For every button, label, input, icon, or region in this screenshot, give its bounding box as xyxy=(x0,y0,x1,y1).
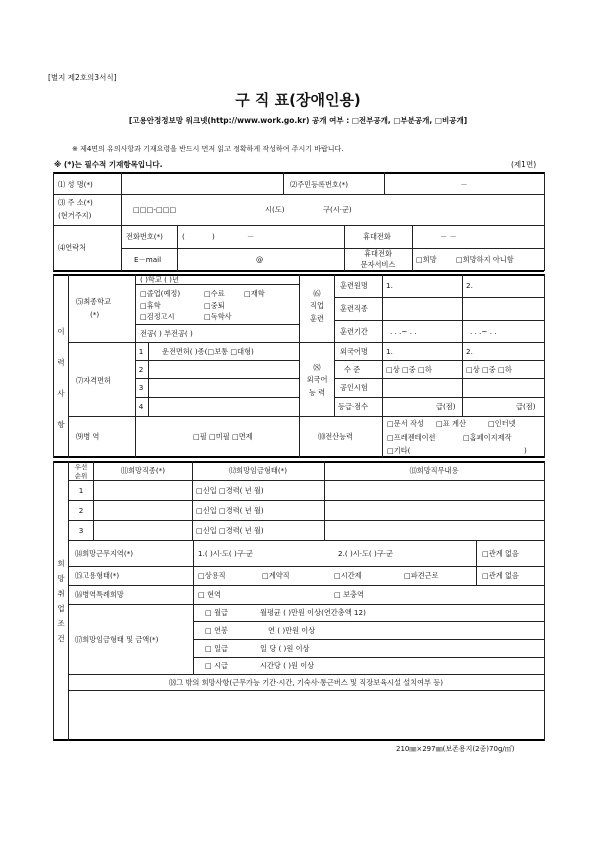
rank-3: 3 xyxy=(78,526,84,535)
wage-type-annual[interactable]: □ 연봉 xyxy=(205,626,228,635)
sms-no-checkbox[interactable]: □희망하지 아니함 xyxy=(456,255,514,264)
wage-desc-hourly[interactable]: 시간당 ( )원 이상 xyxy=(260,661,315,670)
rrn-field[interactable]: － xyxy=(460,180,468,189)
region-2-field[interactable]: 2.( )시·도( )구·군 xyxy=(338,549,393,558)
wage-label: ⒄희망임금형태 및 금액(*) xyxy=(75,635,159,644)
email-label: E－mail xyxy=(134,255,162,264)
emp-opt-contract[interactable]: □계약직 xyxy=(262,571,290,580)
other-wishes-label: ⒅그 밖의 희망사항(근무가능 기간·시간, 기숙사·통근버스 및 직장보육시설 설치여부 등) xyxy=(169,678,443,687)
emp-opt-dispatch[interactable]: □파견근로 xyxy=(404,571,439,580)
other-wishes-field[interactable] xyxy=(69,691,544,739)
wage-desc-annual[interactable]: 연 ( )만원 이상 xyxy=(268,626,316,635)
computer-opt-sheet[interactable]: □표 계산 xyxy=(436,419,466,428)
contact-label: ⑷연락처 xyxy=(58,243,87,252)
wage-desc-daily[interactable]: 일 당 ( )원 이상 xyxy=(260,644,310,653)
emp-opt-parttime[interactable]: □시간제 xyxy=(334,571,362,580)
school-opt-ged[interactable]: □검정고시 xyxy=(140,312,175,321)
school-name-field[interactable]: ( )학교 ( )년 xyxy=(140,275,179,284)
training-period-label: 훈련기간 xyxy=(340,327,368,336)
lang-level-label: 수 준 xyxy=(344,365,361,374)
lang-name-1[interactable]: 1. xyxy=(386,347,393,356)
address-label: ⑶ 주 소(*) xyxy=(58,198,93,207)
history-label-text: 이 력 사 항 xyxy=(57,327,65,429)
lang-label: 외국어 xyxy=(306,375,328,384)
wage-type-monthly[interactable]: □ 월급 xyxy=(205,608,228,617)
name-label: ⑴ 성 명(*) xyxy=(58,180,93,189)
veteran-label: ⒃병역특례희망 xyxy=(75,590,124,599)
required-note: ※ (*)는 필수적 기재항목입니다. xyxy=(54,160,163,169)
computer-opt-doc[interactable]: □문서 작성 xyxy=(387,419,424,428)
email-field[interactable]: @ xyxy=(256,255,264,264)
region-no-matter-checkbox[interactable]: □관계 없음 xyxy=(482,549,519,558)
major-field[interactable]: 전공( ) 부전공( ) xyxy=(140,329,193,338)
employ-header: ⑿희망임금형태(*) xyxy=(228,466,288,475)
sido-label: 시(도) xyxy=(265,205,285,214)
computer-opt-presentation[interactable]: □프레젠테이션 xyxy=(387,433,436,442)
hope-label-text: 희 망 취 업 조 건 xyxy=(57,559,65,643)
license-row-2: 2 xyxy=(138,365,144,374)
form-number: [별지 제2호의3서식] xyxy=(48,73,117,82)
address-sub-label: (현거주지) xyxy=(58,211,92,220)
computer-opt-internet[interactable]: □인터넷 xyxy=(488,419,516,428)
job-type-header: ⑾희망직종(*) xyxy=(120,466,166,475)
sms-label-2: 문자서비스 xyxy=(360,260,396,269)
rrn-label: ⑵주민등록번호(*) xyxy=(290,180,349,189)
rank-label: 우선 xyxy=(74,463,88,471)
rank-2: 2 xyxy=(78,506,84,515)
training-name-label: 훈련원명 xyxy=(340,281,368,290)
wage-type-daily[interactable]: □ 일급 xyxy=(205,644,228,653)
computer-opt-other-close: ) xyxy=(524,446,527,455)
history-label xyxy=(56,316,66,440)
paper-spec: 210㎜×297㎜(보존용지(2종)70g/㎡) xyxy=(396,745,515,753)
sms-label: 휴대전화 xyxy=(364,249,392,258)
veteran-opt-reserve[interactable]: □ 보충역 xyxy=(334,590,364,599)
mobile-field[interactable]: － － xyxy=(440,232,457,241)
lang-level-1[interactable]: □상 □중 □하 xyxy=(386,365,432,374)
license-label: ⑺자격면허 xyxy=(76,376,111,385)
school-opt-graduated[interactable]: □졸업(예정) xyxy=(140,289,181,298)
emp-opt-regular[interactable]: □상용직 xyxy=(198,571,226,580)
training-name-2[interactable]: 2. xyxy=(466,281,473,290)
school-opt-completed[interactable]: □수료 xyxy=(204,289,225,298)
wage-desc-monthly[interactable]: 월평균 ( )만원 이상(연간총액 12) xyxy=(260,608,366,617)
lang-name-label: 외국어명 xyxy=(340,347,368,356)
sms-yes-checkbox[interactable]: □희망 xyxy=(416,255,437,264)
mobile-label: 휴대전화 xyxy=(363,232,391,241)
phone-label: 전화번호(*) xyxy=(126,232,163,241)
training-label-2: 훈련 xyxy=(310,314,324,323)
lang-label-2: 능 력 xyxy=(308,388,326,397)
license-row-3: 3 xyxy=(138,383,144,392)
form-subtitle: [고용안정정보망 워크넷(http://www.work.go.kr) 공개 여부 : □전부공개, □부분공개, □비공개] xyxy=(128,116,468,125)
school-label: ⑸최종학교 xyxy=(76,297,111,306)
employ-opt-3[interactable]: □신입 □경력( 년 월) xyxy=(196,526,264,535)
military-options[interactable]: □필 □미필 □면제 xyxy=(193,432,253,441)
employ-opt-2[interactable]: □신입 □경력( 년 월) xyxy=(196,506,264,515)
computer-label: ⑽전산능력 xyxy=(318,432,353,441)
employ-opt-1[interactable]: □신입 □경력( 년 월) xyxy=(196,486,264,495)
gu-label: 구(시·군) xyxy=(323,205,352,214)
emp-opt-no-matter[interactable]: □관계 없음 xyxy=(482,571,519,580)
page-label: (제1면) xyxy=(511,160,537,169)
computer-opt-other[interactable]: □기타( xyxy=(387,446,411,455)
lang-label-num: ⑻ xyxy=(313,363,321,372)
lang-score-2[interactable]: 급(점) xyxy=(516,402,536,411)
school-opt-leave[interactable]: □휴학 xyxy=(140,301,161,310)
school-opt-dropout[interactable]: □중퇴 xyxy=(204,301,225,310)
region-1-field[interactable]: 1.( )시·도( )구·군 xyxy=(198,549,253,558)
military-label: ⑼병 역 xyxy=(76,432,100,441)
phone-paren-open: ( xyxy=(182,232,185,241)
training-label-num: ⑹ xyxy=(313,289,321,298)
region-label: ⒁희망근무지역(*) xyxy=(75,549,134,558)
training-type-label: 훈련직종 xyxy=(340,304,368,313)
rank-label-2: 순위 xyxy=(74,472,88,480)
phone-paren-close: ) xyxy=(212,232,215,241)
phone-field[interactable]: － xyxy=(247,232,255,241)
lang-level-2[interactable]: □상 □중 □하 xyxy=(466,365,512,374)
training-label: 직업 xyxy=(310,301,324,310)
training-period-2[interactable]: . . .~ . . xyxy=(470,327,497,336)
hope-label xyxy=(56,556,66,646)
license-row-1: 1 xyxy=(138,347,144,356)
name-field[interactable] xyxy=(122,174,282,194)
instruction-note: ※ 제4면의 유의사항과 기재요령을 반드시 먼저 읽고 정확하게 작성하여 주시기 바랍니다. xyxy=(72,145,344,153)
veteran-opt-active[interactable]: □ 현역 xyxy=(198,590,221,599)
driver-license-field[interactable]: 운전면허( )종(□보통 □대형) xyxy=(162,347,254,356)
training-name-1[interactable]: 1. xyxy=(386,281,393,290)
school-opt-enrolled[interactable]: □재학 xyxy=(244,289,265,298)
computer-opt-homepage[interactable]: □홈페이지제작 xyxy=(463,433,512,442)
training-period-1[interactable]: . . .~ . . xyxy=(390,327,417,336)
job-content-header: ⒀희망직무내용 xyxy=(409,466,459,475)
form-title: 구 직 표(장애인용) xyxy=(235,91,361,109)
school-label-required: (*) xyxy=(90,310,100,319)
lang-score-1[interactable]: 급(점) xyxy=(436,402,456,411)
school-opt-self-study[interactable]: □독학사 xyxy=(204,312,232,321)
wage-type-hourly[interactable]: □ 시급 xyxy=(205,661,228,670)
rank-1: 1 xyxy=(78,486,84,495)
lang-name-2[interactable]: 2. xyxy=(466,347,473,356)
lang-score-label: 등급·점수 xyxy=(338,402,369,411)
zip-code-field[interactable]: □□□-□□□ xyxy=(133,205,177,214)
lang-test-label: 공인시험 xyxy=(340,383,368,392)
license-row-4: 4 xyxy=(138,402,144,411)
employment-type-label: ⒂고용형태(*) xyxy=(75,571,120,580)
